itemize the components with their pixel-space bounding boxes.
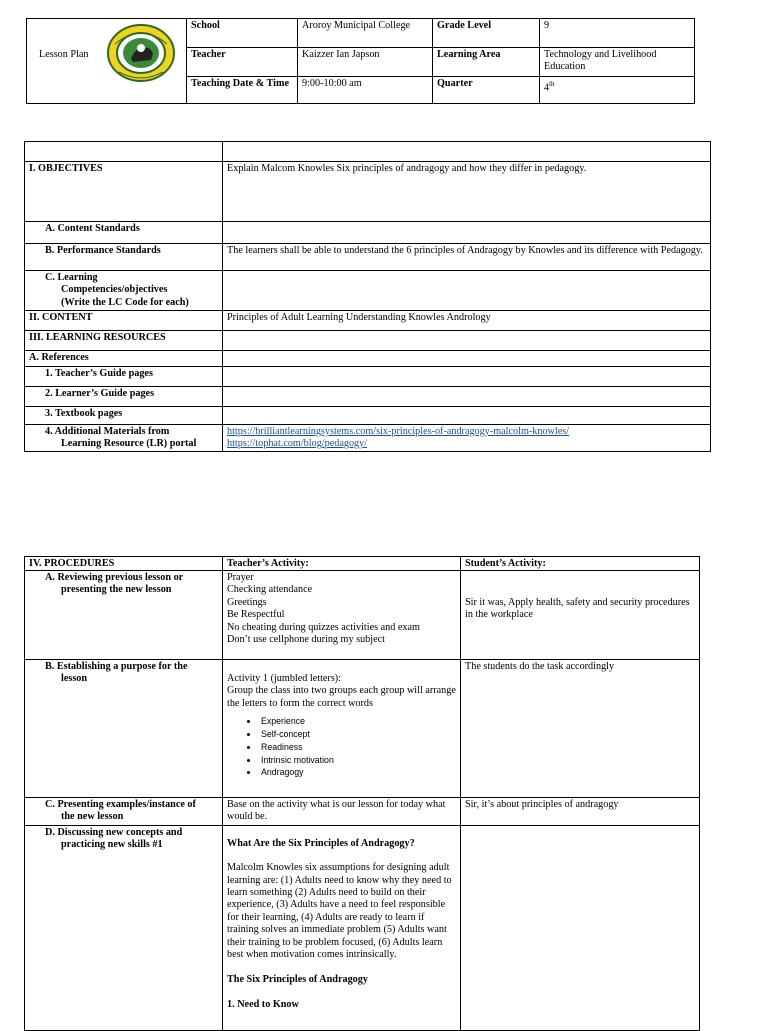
purpose-line1: B. Establishing a purpose for the: [45, 661, 188, 672]
plan-table: [24, 141, 711, 452]
activity-title: Activity 1 (jumbled letters):: [227, 673, 342, 684]
teachers-guide-value: [223, 366, 711, 386]
word-item: • Readiness: [259, 741, 456, 754]
word-item: • Self-concept: [259, 728, 456, 741]
teachers-guide-label: 1. Teacher’s Guide pages: [25, 366, 223, 386]
examples-line2: the new lesson: [61, 811, 124, 823]
greetings-item: Greetings: [227, 596, 267, 608]
purpose-student-activity: The students do the task accordingly: [461, 660, 700, 798]
competencies-label-line3: (Write the LC Code for each): [61, 296, 189, 308]
new-concepts-teacher-activity: [223, 825, 461, 1030]
content-standards-label: A. Content Standards: [25, 222, 223, 244]
examples-line1: C. Presenting examples/instance of: [45, 799, 196, 810]
word-item: • Andragogy: [259, 766, 456, 779]
attendance-item: Checking attendance: [227, 584, 313, 596]
learning-resources-label: III. LEARNING RESOURCES: [25, 331, 223, 351]
quarter-label: Quarter: [433, 77, 540, 104]
student-activity-label: Student’s Activity:: [461, 557, 700, 571]
respectful-item: Be Respectful: [227, 609, 285, 621]
review-student-activity: [461, 571, 700, 660]
teacher-value: Kaizzer Ian Japson: [298, 48, 433, 77]
teacher-label: Teacher: [187, 48, 298, 77]
word-item: • Intrinsic motivation: [259, 754, 456, 767]
content-label: II. CONTENT: [25, 311, 223, 331]
six-principles-heading: The Six Principles of Andragogy: [227, 974, 368, 986]
learning-area-label: Learning Area: [433, 48, 540, 77]
plan-header-left: [25, 142, 223, 162]
jumbled-words-list: [227, 715, 456, 779]
review-teacher-activity: [223, 571, 461, 660]
prayer-item: Prayer: [227, 572, 254, 583]
teacher-activity-label: Teacher’s Activity:: [223, 557, 461, 571]
header-table: [26, 18, 695, 104]
review-lesson-label: [25, 571, 223, 660]
need-to-know-item: 1. Need to Know: [227, 998, 299, 1010]
review-lesson-line1: A. Reviewing previous lesson or: [45, 572, 184, 583]
objectives-label: I. OBJECTIVES: [25, 162, 223, 222]
lesson-plan-cell: [27, 19, 187, 104]
grade-value: 9: [540, 19, 695, 48]
pedagogy-link[interactable]: https://tophat.com/blog/pedagogy/: [227, 438, 368, 450]
procedures-table: [24, 556, 700, 1031]
teaching-date-value: 9:00-10:00 am: [298, 77, 433, 104]
purpose-line2: lesson: [61, 673, 88, 685]
purpose-label: [25, 660, 223, 798]
review-lesson-line2: presenting the new lesson: [61, 584, 172, 596]
content-standards-value: [223, 222, 711, 244]
word-item: • Experience: [259, 715, 456, 728]
additional-materials-links: [223, 424, 711, 452]
new-concepts-line1: D. Discussing new concepts and: [45, 826, 183, 838]
additional-materials-line2: Learning Resource (LR) portal: [61, 438, 197, 450]
school-value: Aroroy Municipal College: [298, 19, 433, 48]
no-cellphone-item: Don’t use cellphone during my subject: [227, 634, 385, 646]
references-value: [223, 351, 711, 366]
plan-header-right: [223, 142, 711, 162]
school-label: School: [187, 19, 298, 48]
learners-guide-label: 2. Learner’s Guide pages: [25, 386, 223, 406]
examples-label: [25, 798, 223, 826]
quarter-value: [540, 77, 695, 104]
competencies-label: [25, 271, 223, 311]
school-seal-logo: [107, 24, 175, 82]
competencies-label-line1: C. Learning: [45, 272, 98, 283]
examples-student-activity: Sir, it’s about principles of andragogy: [461, 798, 700, 826]
learners-guide-value: [223, 386, 711, 406]
new-concepts-line2: practicing new skills #1: [61, 839, 163, 851]
content-value: Principles of Adult Learning Understanding Knowles Andrology: [223, 311, 711, 331]
andragogy-link[interactable]: https://brilliantlearningsystems.com/six-principles-of-andragogy-malcolm-knowles/: [227, 425, 570, 437]
quarter-number: 4: [544, 82, 550, 94]
activity-description: Group the class into two groups each group will arrange the letters to form the correct words: [227, 685, 456, 709]
competencies-value: [223, 271, 711, 311]
competencies-label-line2: Competencies/objectives: [61, 284, 168, 296]
lesson-plan-label: Lesson Plan: [39, 49, 89, 60]
review-student-text: Sir it was, Apply health, safety and security procedures in the workplace: [465, 597, 690, 621]
quarter-suffix: th: [549, 80, 555, 88]
andragogy-paragraph: Malcolm Knowles six assumptions for designing adult learning are: (1) Adults need to know why they need to learn something (2) Adults need to build on their experience, (3) Adults have a need to feel responsible for their learning, (4) Adults are ready to learn if training solves an immediate problem (5) Adults want their training to be problem focused, (6) Adults learn best when motivation comes intrinsically.: [227, 862, 452, 961]
textbook-label: 3. Textbook pages: [25, 406, 223, 424]
purpose-teacher-activity: [223, 660, 461, 798]
examples-teacher-activity: Base on the activity what is our lesson for today what would be.: [223, 798, 461, 826]
learning-resources-value: [223, 331, 711, 351]
performance-standards-value: The learners shall be able to understand the 6 principles of Andragogy by Knowles and its difference with Pedagogy.: [223, 244, 711, 271]
procedures-label: IV. PROCEDURES: [25, 557, 223, 571]
references-label: A. References: [25, 351, 223, 366]
objectives-value: Explain Malcom Knowles Six principles of andragogy and how they differ in pedagogy.: [223, 162, 711, 222]
new-concepts-student-activity: [461, 825, 700, 1030]
grade-label: Grade Level: [433, 19, 540, 48]
new-concepts-label: [25, 825, 223, 1030]
no-cheating-item: No cheating during quizzes activities and exam: [227, 621, 420, 633]
learning-area-value: Technology and Livelihood Education: [540, 48, 695, 77]
textbook-value: [223, 406, 711, 424]
additional-materials-line1: 4. Additional Materials from: [45, 425, 170, 437]
teaching-date-label: Teaching Date & Time: [187, 77, 298, 104]
additional-materials-label: [25, 424, 223, 452]
andragogy-heading: What Are the Six Principles of Andragogy?: [227, 837, 415, 849]
performance-standards-label: B. Performance Standards: [25, 244, 223, 271]
